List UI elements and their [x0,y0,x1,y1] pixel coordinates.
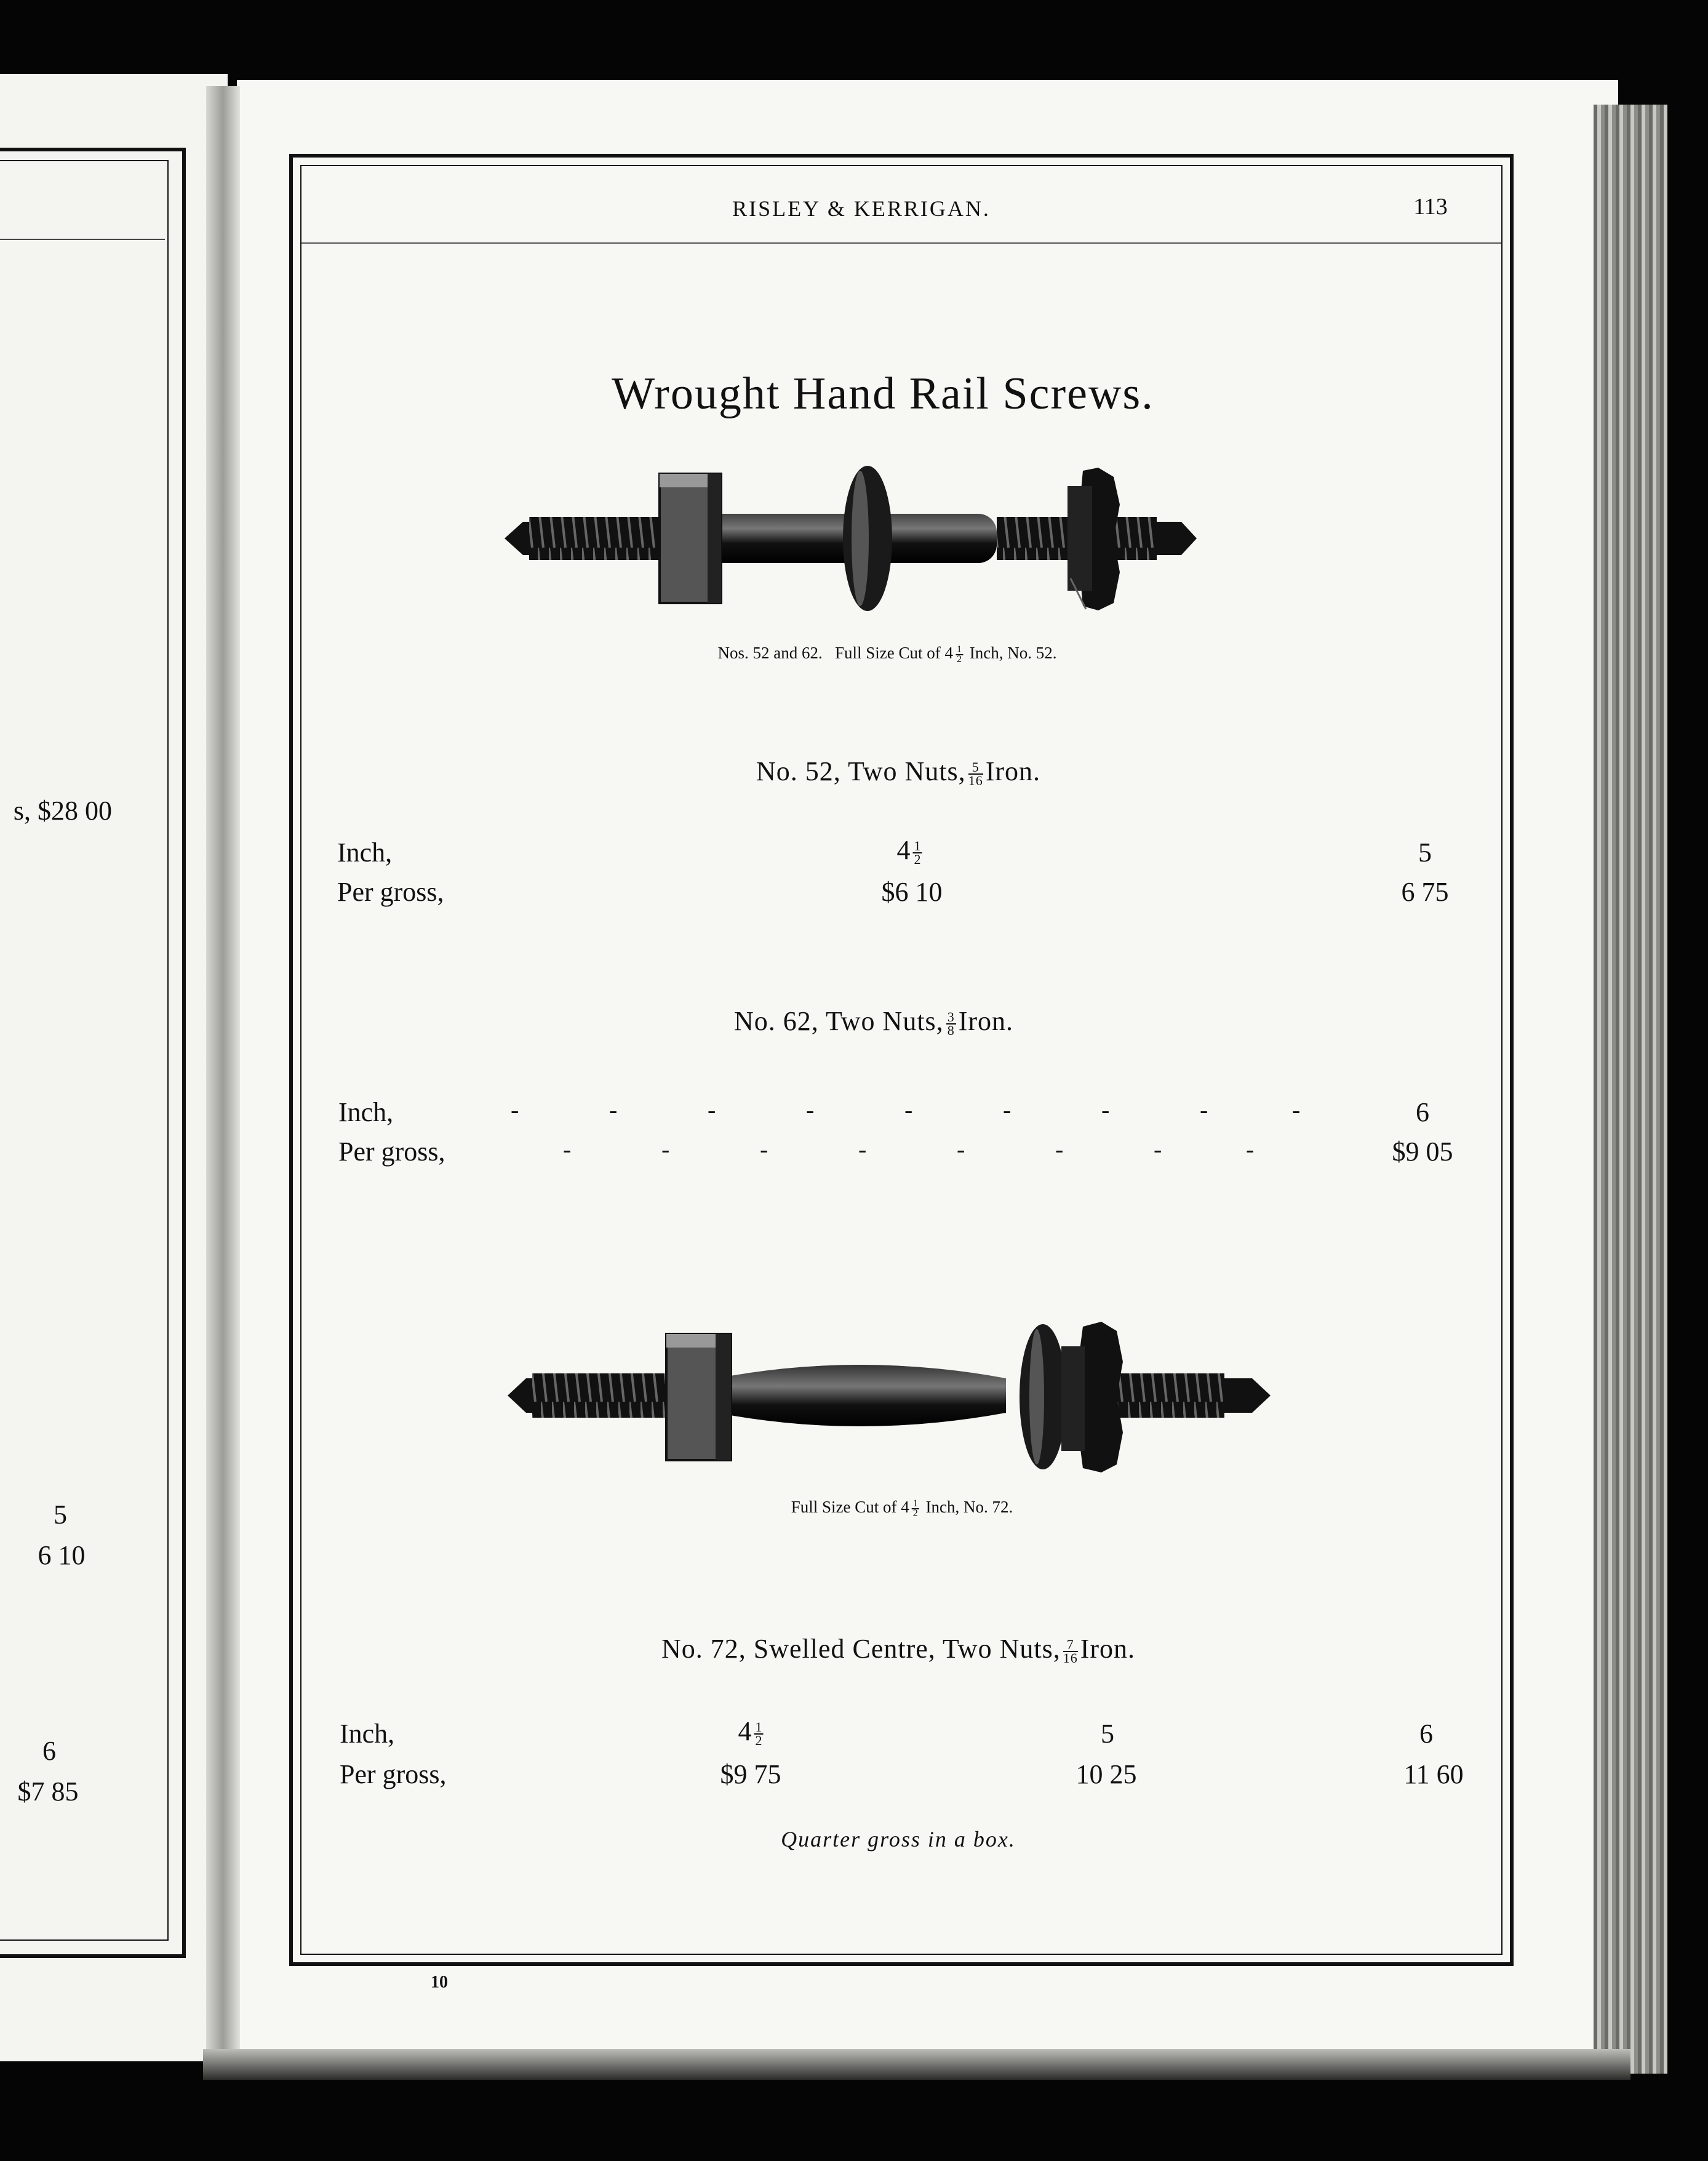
price-cell: $9 05 [1392,1136,1453,1167]
price-cell: $9 75 [720,1759,781,1789]
page-edges [1594,105,1667,2074]
size-cell: 6 [1416,1097,1429,1127]
size-cell: 4 $\frac{1}{2}$ [738,1716,762,1748]
running-head: RISLEY & KERRIGAN. [732,196,991,221]
price-cell: $6 10 [881,877,943,907]
page-number: 113 [1413,194,1448,220]
size-cell: 4 $\frac{1}{2}$ [896,835,921,867]
inch-label: Inch, [338,1097,394,1127]
section-heading-72: No. 72, Swelled Centre, Two Nuts, $\frac{7}{16}$ Iron. [661,1634,1136,1666]
size-cell: 6 [1419,1719,1433,1749]
left-price-fragment: s, $28 00 [13,796,112,826]
size-cell: 5 [1418,837,1432,868]
price-cell: 10 25 [1075,1759,1137,1789]
inch-label: Inch, [340,1719,395,1749]
left-size-price: 6 10 [38,1540,86,1570]
bottom-shadow [203,2049,1630,2080]
left-header-rule [0,239,165,240]
per-gross-label: Per gross, [337,877,444,907]
size-cell: 5 [1101,1719,1114,1749]
per-gross-label: Per gross, [338,1136,445,1167]
swelled-centre-screw-illustration [508,1303,1295,1494]
price-cell: 6 75 [1401,877,1449,907]
header-rule [301,242,1501,244]
page-frame-inner [300,165,1502,1955]
page-title: Wrought Hand Rail Screws. [612,369,1154,419]
left-size-label: 6 [42,1736,56,1766]
figure-caption: Nos. 52 and 62. Full Size Cut of 4 $\frac{1}{2}$ Inch, No. 52. [717,644,1057,665]
left-size-price: $7 85 [17,1776,79,1807]
footer-note: Quarter gross in a box. [781,1827,1016,1851]
book-gutter [206,86,240,2061]
left-page-inner-border [0,160,169,1941]
signature-mark: 10 [431,1973,448,1992]
left-size-label: 5 [54,1500,67,1530]
inch-label: Inch, [337,837,393,868]
per-gross-label: Per gross, [340,1759,447,1789]
hand-rail-screw-illustration [505,449,1286,634]
section-heading-62: No. 62, Two Nuts, $\frac{3}{8}$ Iron. [734,1006,1013,1038]
figure-caption: Full Size Cut of 4 $\frac{1}{2}$ Inch, No. 72. [791,1498,1013,1519]
section-heading-52: No. 52, Two Nuts, $\frac{5}{16}$ Iron. [756,756,1040,788]
price-cell: 11 60 [1403,1759,1464,1789]
